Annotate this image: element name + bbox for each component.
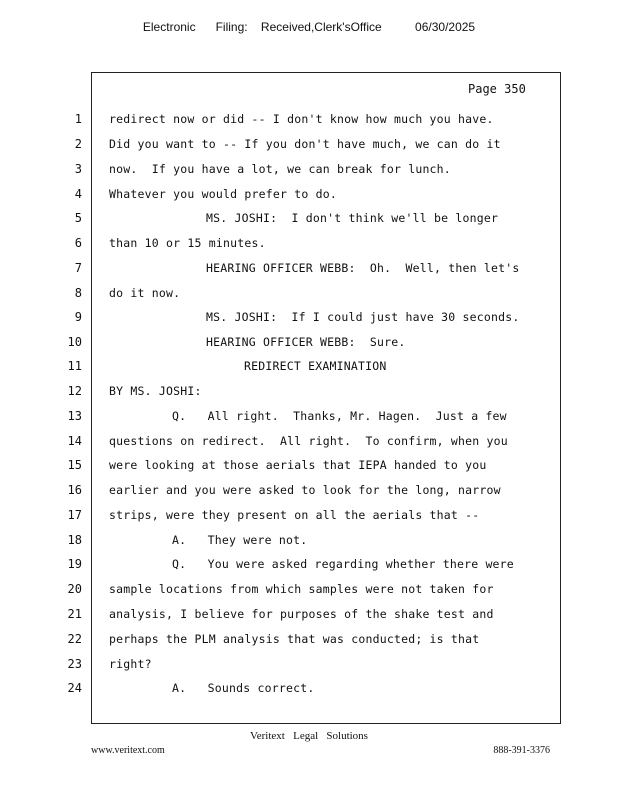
page-number: Page 350 [468,82,526,96]
line-text: HEARING OFFICER WEBB: Sure. [206,335,406,349]
line-text: analysis, I believe for purposes of the shake test and [109,607,494,621]
line-text: A. They were not. [172,533,308,547]
filing-header: Electronic Filing: Received,Clerk'sOffice 06/30/2025 [142,20,476,34]
line-text: Did you want to -- If you don't have much, we can do it [109,137,501,151]
line-number: 12 [67,384,82,398]
transcript-line [0,335,618,360]
line-number: 7 [74,261,82,275]
transcript-line [0,508,618,533]
transcript-line [0,557,618,582]
line-number: 2 [74,137,82,151]
transcript-line [0,137,618,162]
transcript-line [0,112,618,137]
line-text: than 10 or 15 minutes. [109,236,266,250]
transcript-line [0,286,618,311]
line-text: Whatever you would prefer to do. [109,187,337,201]
line-text: earlier and you were asked to look for the long, narrow [109,483,501,497]
line-text: Q. You were asked regarding whether there were [172,557,514,571]
transcript-line [0,582,618,607]
line-text: were looking at those aerials that IEPA handed to you [109,458,487,472]
line-text: BY MS. JOSHI: [109,384,202,398]
transcript-line [0,434,618,459]
line-number: 3 [74,162,82,176]
line-text: right? [109,657,152,671]
line-text: A. Sounds correct. [172,681,315,695]
transcript-line [0,384,618,409]
line-number: 8 [74,286,82,300]
line-text: HEARING OFFICER WEBB: Oh. Well, then let's [206,261,520,275]
line-number: 9 [74,310,82,324]
line-text: now. If you have a lot, we can break for lunch. [109,162,451,176]
footer-company: Veritext Legal Solutions [250,730,368,742]
line-number: 20 [67,582,82,596]
line-text: perhaps the PLM analysis that was conducted; is that [109,632,480,646]
transcript-line [0,681,618,706]
line-number: 19 [67,557,82,571]
transcript-line [0,359,618,384]
line-text: strips, were they present on all the aerials that -- [109,508,480,522]
line-number: 10 [67,335,82,349]
transcript-line [0,236,618,261]
line-number: 24 [67,681,82,695]
line-number: 15 [67,458,82,472]
transcript-line [0,187,618,212]
line-number: 18 [67,533,82,547]
section-heading: REDIRECT EXAMINATION [244,359,387,373]
line-number: 23 [67,657,82,671]
transcript-line [0,458,618,483]
line-text: Q. All right. Thanks, Mr. Hagen. Just a few [172,409,507,423]
transcript-line [0,533,618,558]
transcript-line [0,409,618,434]
line-text: questions on redirect. All right. To confirm, when you [109,434,508,448]
transcript-line [0,261,618,286]
line-text: do it now. [109,286,181,300]
line-number: 16 [67,483,82,497]
line-text: MS. JOSHI: I don't think we'll be longer [206,211,499,225]
line-number: 1 [74,112,82,126]
transcript-line [0,162,618,187]
line-text: redirect now or did -- I don't know how much you have. [109,112,494,126]
line-number: 14 [67,434,82,448]
line-number: 6 [74,236,82,250]
transcript-line [0,211,618,236]
line-number: 13 [67,409,82,423]
transcript-line [0,483,618,508]
transcript-line [0,632,618,657]
line-number: 5 [74,211,82,225]
line-text: MS. JOSHI: If I could just have 30 seconds. [206,310,520,324]
line-number: 22 [67,632,82,646]
line-number: 11 [67,359,82,373]
transcript-line [0,310,618,335]
line-number: 17 [67,508,82,522]
transcript-line [0,657,618,682]
line-number: 21 [67,607,82,621]
footer-phone: 888-391-3376 [493,745,550,756]
line-number: 4 [74,187,82,201]
transcript-line [0,607,618,632]
footer-website: www.veritext.com [91,745,165,756]
line-text: sample locations from which samples were not taken for [109,582,494,596]
